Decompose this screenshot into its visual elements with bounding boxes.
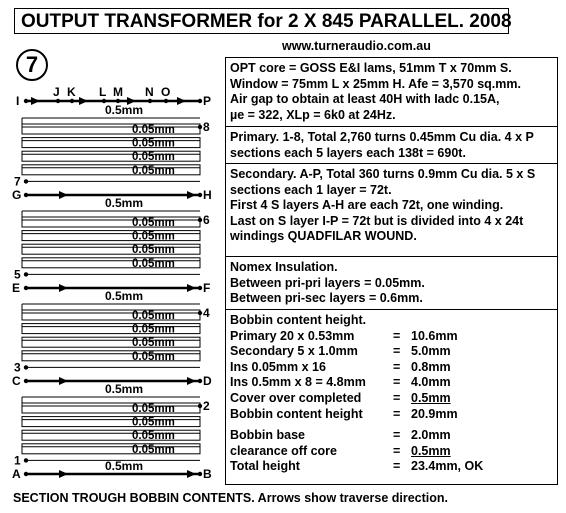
bobbin-row	[230, 428, 553, 444]
tap-F-label: F	[203, 281, 211, 295]
tap-2-label: 2	[203, 399, 210, 413]
arrow-IJ-head	[31, 97, 40, 105]
bobbin-row	[230, 407, 553, 423]
row-label: Cover over completed	[230, 390, 362, 405]
note-secondary	[226, 164, 557, 257]
core-line: OPT core = GOSS E&I lams, 51mm T x 70mm S.	[230, 61, 512, 75]
bobbin-row	[230, 459, 553, 475]
insulation-line: Between pri-pri layers = 0.05mm.	[230, 275, 425, 290]
bobbin-row	[230, 329, 553, 345]
tap-D-label: D	[203, 374, 212, 388]
secondary-line: Secondary. A-P, Total 360 turns 0.9mm Cu dia. 5 x S	[230, 167, 536, 181]
secondary-arrow-head	[187, 377, 196, 385]
row-equals: =	[393, 359, 401, 374]
primary-line: sections each 5 layers each 138t = 690t.	[230, 145, 466, 160]
tap-7-label: 7	[14, 174, 21, 189]
row-value: 20.9mm	[411, 406, 458, 421]
tap-J-label: J	[53, 85, 60, 99]
page-title: OUTPUT TRANSFORMER for 2 X 845 PARALLEL. 2008	[14, 8, 509, 34]
bobbin-row	[230, 344, 553, 360]
row-equals: =	[393, 328, 401, 343]
tap-4-dot	[198, 311, 202, 315]
secondary-arrow-head	[59, 191, 68, 199]
tap-H-dot	[198, 193, 202, 197]
secondary-line: sections each 1 layer = 72t.	[230, 182, 392, 197]
tap-7-dot	[24, 179, 28, 183]
tap-5-dot	[24, 272, 28, 276]
website-url: www.turneraudio.com.au	[282, 39, 431, 53]
row-label: Secondary 5 x 1.0mm	[230, 344, 358, 359]
arrow-KL-head	[79, 97, 88, 105]
insulation-0-05mm-label: 0.05mm	[132, 244, 175, 257]
tap-A-label: A	[12, 467, 21, 481]
tap-P-label: P	[203, 94, 212, 108]
secondary-arrow-head	[187, 470, 196, 478]
tap-3-label: 3	[14, 360, 21, 375]
row-label: Ins 0.5mm x 8 = 4.8mm	[230, 375, 366, 390]
row-value: 23.4mm, OK	[411, 459, 484, 474]
tap-E-label: E	[12, 281, 21, 295]
insulation-0-05mm-label: 0.05mm	[132, 430, 175, 443]
tap-G-label: G	[12, 188, 22, 202]
insulation-0-05mm-label: 0.05mm	[132, 151, 175, 164]
insulation-line: Nomex Insulation.	[230, 260, 338, 274]
insulation-0-5mm-label: 0.5mm	[105, 103, 144, 117]
tap-N-label: N	[145, 85, 154, 99]
bobbin-row	[230, 391, 553, 407]
row-label: Bobbin content height	[230, 406, 363, 421]
row-value: 0.5mm	[411, 443, 451, 458]
insulation-0-05mm-label: 0.05mm	[132, 337, 175, 350]
note-bobbin	[226, 310, 557, 486]
row-equals: =	[393, 428, 401, 443]
tap-L-label: L	[99, 85, 107, 99]
tap-P-dot	[198, 99, 202, 103]
tap-I-dot	[24, 99, 28, 103]
bobbin-row	[230, 444, 553, 460]
notes-panel	[225, 57, 558, 485]
row-equals: =	[393, 443, 401, 458]
core-line: Window = 75mm L x 25mm H. Afe = 3,570 sq.mm.	[230, 76, 521, 91]
insulation-0-05mm-label: 0.05mm	[132, 124, 175, 136]
tap-K-label: K	[67, 85, 76, 99]
insulation-0-05mm-label: 0.05mm	[132, 350, 175, 363]
tap-6-dot	[198, 218, 202, 222]
secondary-line: First 4 S layers A-H are each 72t, one winding.	[230, 198, 504, 213]
tap-C-label: C	[12, 374, 21, 388]
row-equals: =	[393, 459, 401, 474]
row-value: 4.0mm	[411, 375, 451, 390]
secondary-line: windings QUADFILAR WOUND.	[230, 229, 417, 244]
secondary-arrow-head	[59, 377, 68, 385]
secondary-line: Last on S layer I-P = 72t but is divided into 4 x 24t	[230, 213, 524, 228]
tap-F-dot	[198, 286, 202, 290]
tap-M-label: M	[113, 85, 123, 99]
tap-A-dot	[24, 472, 28, 476]
diagram-caption: SECTION TROUGH BOBBIN CONTENTS. Arrows show traverse direction.	[13, 491, 449, 505]
secondary-arrow-head	[187, 191, 196, 199]
row-value: 0.8mm	[411, 359, 451, 374]
insulation-0-05mm-label: 0.05mm	[132, 416, 175, 429]
tap-I-label: I	[16, 94, 20, 108]
tap-1-dot	[24, 458, 28, 462]
row-label: clearance off core	[230, 443, 337, 458]
row-value: 0.5mm	[411, 390, 451, 405]
bobbin-row	[230, 375, 553, 391]
tap-N-dot	[148, 99, 152, 103]
insulation-0-05mm-label: 0.05mm	[132, 443, 175, 456]
tap-O-label: O	[161, 85, 171, 99]
tap-J-dot	[56, 99, 60, 103]
insulation-0-5mm-label: 0.5mm	[105, 196, 144, 210]
insulation-0-5mm-label: 0.5mm	[105, 459, 144, 473]
tap-E-dot	[24, 286, 28, 290]
row-label: Bobbin base	[230, 428, 306, 443]
secondary-arrow-head	[59, 470, 68, 478]
tap-C-dot	[24, 379, 28, 383]
bobbin-title: Bobbin content height.	[230, 313, 367, 327]
row-equals: =	[393, 344, 401, 359]
tap-K-dot	[70, 99, 74, 103]
row-label: Total height	[230, 459, 300, 474]
primary-line: Primary. 1-8, Total 2,760 turns 0.45mm Cu dia. 4 x P	[230, 130, 534, 144]
insulation-0-05mm-label: 0.05mm	[132, 230, 175, 243]
secondary-arrow-head	[187, 284, 196, 292]
insulation-0-5mm-label: 0.5mm	[105, 382, 144, 396]
bobbin-row	[230, 360, 553, 376]
insulation-0-05mm-label: 0.05mm	[132, 310, 175, 322]
row-equals: =	[393, 375, 401, 390]
tap-B-label: B	[203, 467, 212, 481]
tap-5-label: 5	[14, 267, 21, 282]
tap-1-label: 1	[14, 453, 21, 468]
row-value: 5.0mm	[411, 344, 451, 359]
tap-2-dot	[198, 404, 202, 408]
arrow-OP-head	[177, 97, 186, 105]
insulation-0-05mm-label: 0.05mm	[132, 257, 175, 270]
tap-H-label: H	[203, 188, 212, 202]
core-line: Air gap to obtain at least 40H with Iadc 0.15A,	[230, 92, 500, 107]
row-equals: =	[393, 390, 401, 405]
row-value: 10.6mm	[411, 328, 458, 343]
tap-B-dot	[198, 472, 202, 476]
row-value: 2.0mm	[411, 428, 451, 443]
tap-3-dot	[24, 365, 28, 369]
section-number-badge: 7	[16, 49, 48, 81]
insulation-0-05mm-label: 0.05mm	[132, 217, 175, 229]
tap-G-dot	[24, 193, 28, 197]
tap-8-dot	[198, 125, 202, 129]
insulation-0-05mm-label: 0.05mm	[132, 403, 175, 415]
insulation-0-05mm-label: 0.05mm	[132, 323, 175, 336]
core-line: µe = 322, XLp = 6k0 at 24Hz.	[230, 107, 396, 122]
note-insulation	[226, 257, 557, 310]
tap-8-label: 8	[203, 120, 210, 134]
row-equals: =	[393, 406, 401, 421]
tap-4-label: 4	[203, 306, 210, 320]
tap-6-label: 6	[203, 213, 210, 227]
insulation-0-5mm-label: 0.5mm	[105, 289, 144, 303]
insulation-0-05mm-label: 0.05mm	[132, 137, 175, 150]
insulation-line: Between pri-sec layers = 0.6mm.	[230, 291, 423, 306]
tap-D-dot	[198, 379, 202, 383]
row-label: Ins 0.05mm x 16	[230, 359, 326, 374]
tap-O-dot	[164, 99, 168, 103]
note-core	[226, 58, 557, 127]
row-label: Primary 20 x 0.53mm	[230, 328, 355, 343]
secondary-arrow-head	[59, 284, 68, 292]
insulation-0-05mm-label: 0.05mm	[132, 164, 175, 177]
note-primary	[226, 127, 557, 164]
